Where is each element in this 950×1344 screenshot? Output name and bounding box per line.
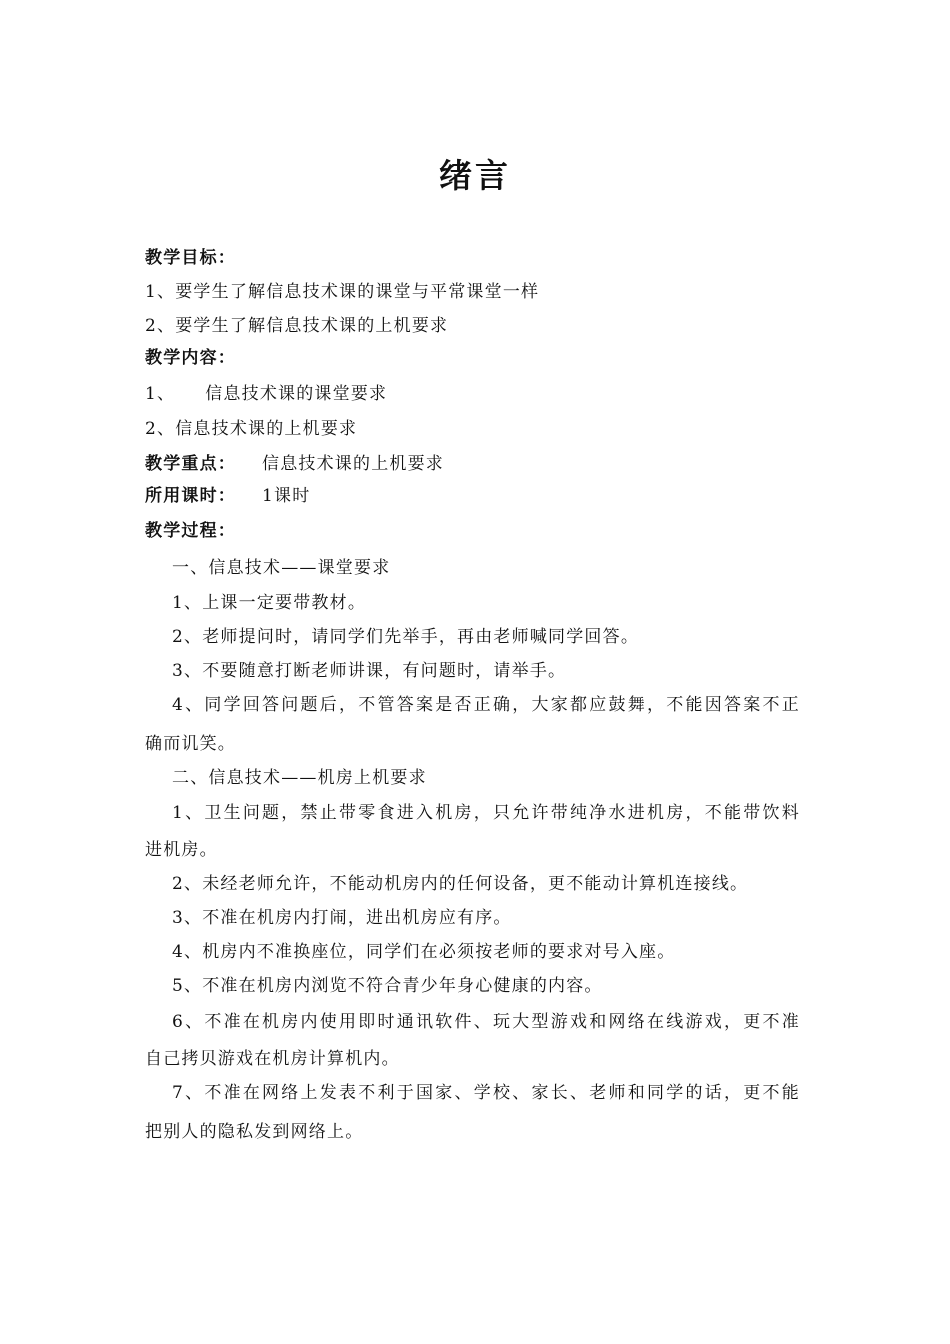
goal-item-2: 2、要学生了解信息技术课的上机要求 (145, 316, 449, 336)
hours-row (145, 485, 800, 507)
hours-label: 所用课时： (145, 486, 236, 506)
focus-value: 信息技术课的上机要求 (262, 454, 444, 474)
section1-item-4-line1: 4、同学回答问题后，不管答案是否正确，大家都应鼓舞，不能因答案不正 (172, 695, 800, 715)
section2-item-1-line1: 1、卫生问题，禁止带零食进入机房，只允许带纯净水进机房，不能带饮料 (172, 803, 800, 823)
process-heading: 教学过程： (145, 521, 236, 541)
section1-item-3: 3、不要随意打断老师讲课，有问题时，请举手。 (172, 661, 567, 681)
section2-item-5: 5、不准在机房内浏览不符合青少年身心健康的内容。 (172, 976, 603, 996)
section1-title: 一、信息技术——课堂要求 (172, 558, 391, 578)
section2-item-6-line2: 自己拷贝游戏在机房计算机内。 (145, 1049, 400, 1069)
focus-label: 教学重点： (145, 454, 236, 474)
section1-item-2: 2、老师提问时，请同学们先举手，再由老师喊同学回答。 (172, 627, 640, 647)
content-heading: 教学内容： (145, 348, 236, 368)
section2-item-1-line2: 进机房。 (145, 840, 218, 860)
hours-value: 1课时 (262, 486, 311, 506)
section1-item-4-line2: 确而讥笑。 (145, 734, 236, 754)
section2-item-2: 2、未经老师允许，不能动机房内的任何设备，更不能动计算机连接线。 (172, 874, 749, 894)
section2-item-7-line2: 把别人的隐私发到网络上。 (145, 1122, 364, 1142)
section1-item-1: 1、上课一定要带教材。 (172, 593, 367, 613)
section2-item-6-line1: 6、不准在机房内使用即时通讯软件、玩大型游戏和网络在线游戏，更不准 (172, 1012, 800, 1032)
content-item-1-number: 1、 (145, 384, 176, 404)
goals-heading: 教学目标： (145, 248, 236, 268)
goal-item-1: 1、要学生了解信息技术课的课堂与平常课堂一样 (145, 282, 540, 302)
section2-item-4: 4、机房内不准换座位，同学们在必须按老师的要求对号入座。 (172, 942, 676, 962)
section2-item-3: 3、不准在机房内打闹，进出机房应有序。 (172, 908, 512, 928)
content-item-2: 2、信息技术课的上机要求 (145, 419, 358, 439)
content-item-1 (145, 383, 800, 405)
section2-title: 二、信息技术——机房上机要求 (172, 768, 427, 788)
focus-row (145, 453, 800, 475)
document-title: 绪言 (439, 156, 511, 195)
content-item-1-text: 信息技术课的课堂要求 (205, 384, 388, 404)
section2-item-7-line1: 7、不准在网络上发表不利于国家、学校、家长、老师和同学的话，更不能 (172, 1083, 800, 1103)
